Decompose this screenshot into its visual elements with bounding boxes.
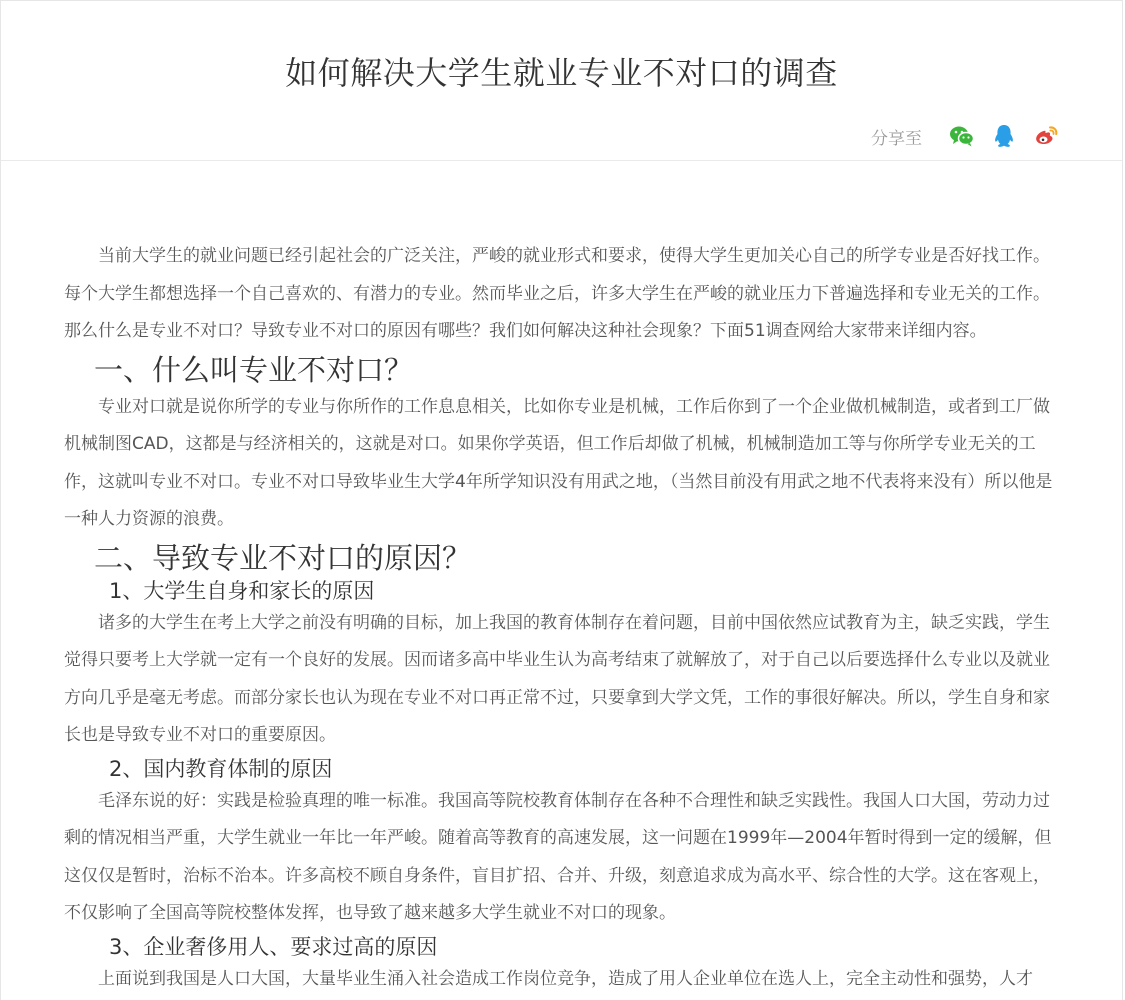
subsection-2-paragraph: 毛泽东说的好：实践是检验真理的唯一标准。我国高等院校教育体制存在各种不合理性和缺乏实践性。我国人口大国，劳动力过剩的情况相当严重，大学生就业一年比一年严峻。随着高等教育的高速发展，这一问题在1999年—2004年暂时得到一定的缓解，但这仅仅是暂时，治标不治本。许多高校不顾自身条件，盲目扩招、合并、升级，刻意追求成为高水平、综合性的大学。这在客观上，不仅影响了全国高等院校整体发挥，也导致了越来越多大学生就业不对口的现象。 bbox=[64, 790, 1052, 923]
section-2-heading: 二、导致专业不对口的原因？ bbox=[94, 540, 472, 575]
wechat-icon[interactable] bbox=[948, 122, 976, 150]
share-label: 分享至 bbox=[871, 128, 922, 149]
subsection-3-paragraph: 上面说到我国是人口大国，大量毕业生涌入社会造成工作岗位竞争，造成了用人企业单位在选人上，完全主动性和强势，人才 bbox=[98, 968, 1033, 989]
weibo-icon[interactable] bbox=[1032, 122, 1060, 150]
section-1-heading: 一、什么叫专业不对口？ bbox=[94, 352, 414, 387]
title-area bbox=[1, 51, 1122, 95]
page-title: 如何解决大学生就业专业不对口的调查 bbox=[285, 54, 838, 92]
share-bar bbox=[871, 121, 1060, 151]
subsection-1-paragraph: 诸多的大学生在考上大学之前没有明确的目标，加上我国的教育体制存在着问题，目前中国依然应试教育为主，缺乏实践，学生觉得只要考上大学就一定有一个良好的发展。因而诸多高中毕业生认为高考结束了就解放了，对于自己以后要选择什么专业以及就业方向几乎是毫无考虑。而部分家长也认为现在专业不对口再正常不过，只要拿到大学文凭，工作的事很好解决。所以，学生自身和家长也是导致专业不对口的重要原因。 bbox=[64, 612, 1050, 745]
subsection-1-heading: 1、大学生自身和家长的原因 bbox=[109, 578, 375, 603]
article-body bbox=[64, 238, 1064, 998]
qq-icon[interactable] bbox=[990, 122, 1018, 150]
intro-paragraph: 当前大学生的就业问题已经引起社会的广泛关注，严峻的就业形式和要求，使得大学生更加关心自己的所学专业是否好找工作。每个大学生都想选择一个自己喜欢的、有潜力的专业。然而毕业之后，许多大学生在严峻的就业压力下普遍选择和专业无关的工作。那么什么是专业不对口？导致专业不对口的原因有哪些？我们如何解决这种社会现象？下面51调查网给大家带来详细内容。 bbox=[64, 246, 1050, 341]
subsection-2-heading: 2、国内教育体制的原因 bbox=[109, 756, 333, 781]
subsection-3-heading: 3、企业奢侈用人、要求过高的原因 bbox=[109, 934, 438, 959]
section-1-paragraph: 专业对口就是说你所学的专业与你所作的工作息息相关，比如你专业是机械，工作后你到了一个企业做机械制造，或者到工厂做机械制图CAD，这都是与经济相关的，这就是对口。如果你学英语，但工作后却做了机械，机械制造加工等与你所学专业无关的工作，这就叫专业不对口。专业不对口导致毕业生大学4年所学知识没有用武之地，（当然目前没有用武之地不代表将来没有）所以他是一种人力资源的浪费。 bbox=[64, 396, 1053, 529]
header-divider bbox=[1, 160, 1122, 161]
